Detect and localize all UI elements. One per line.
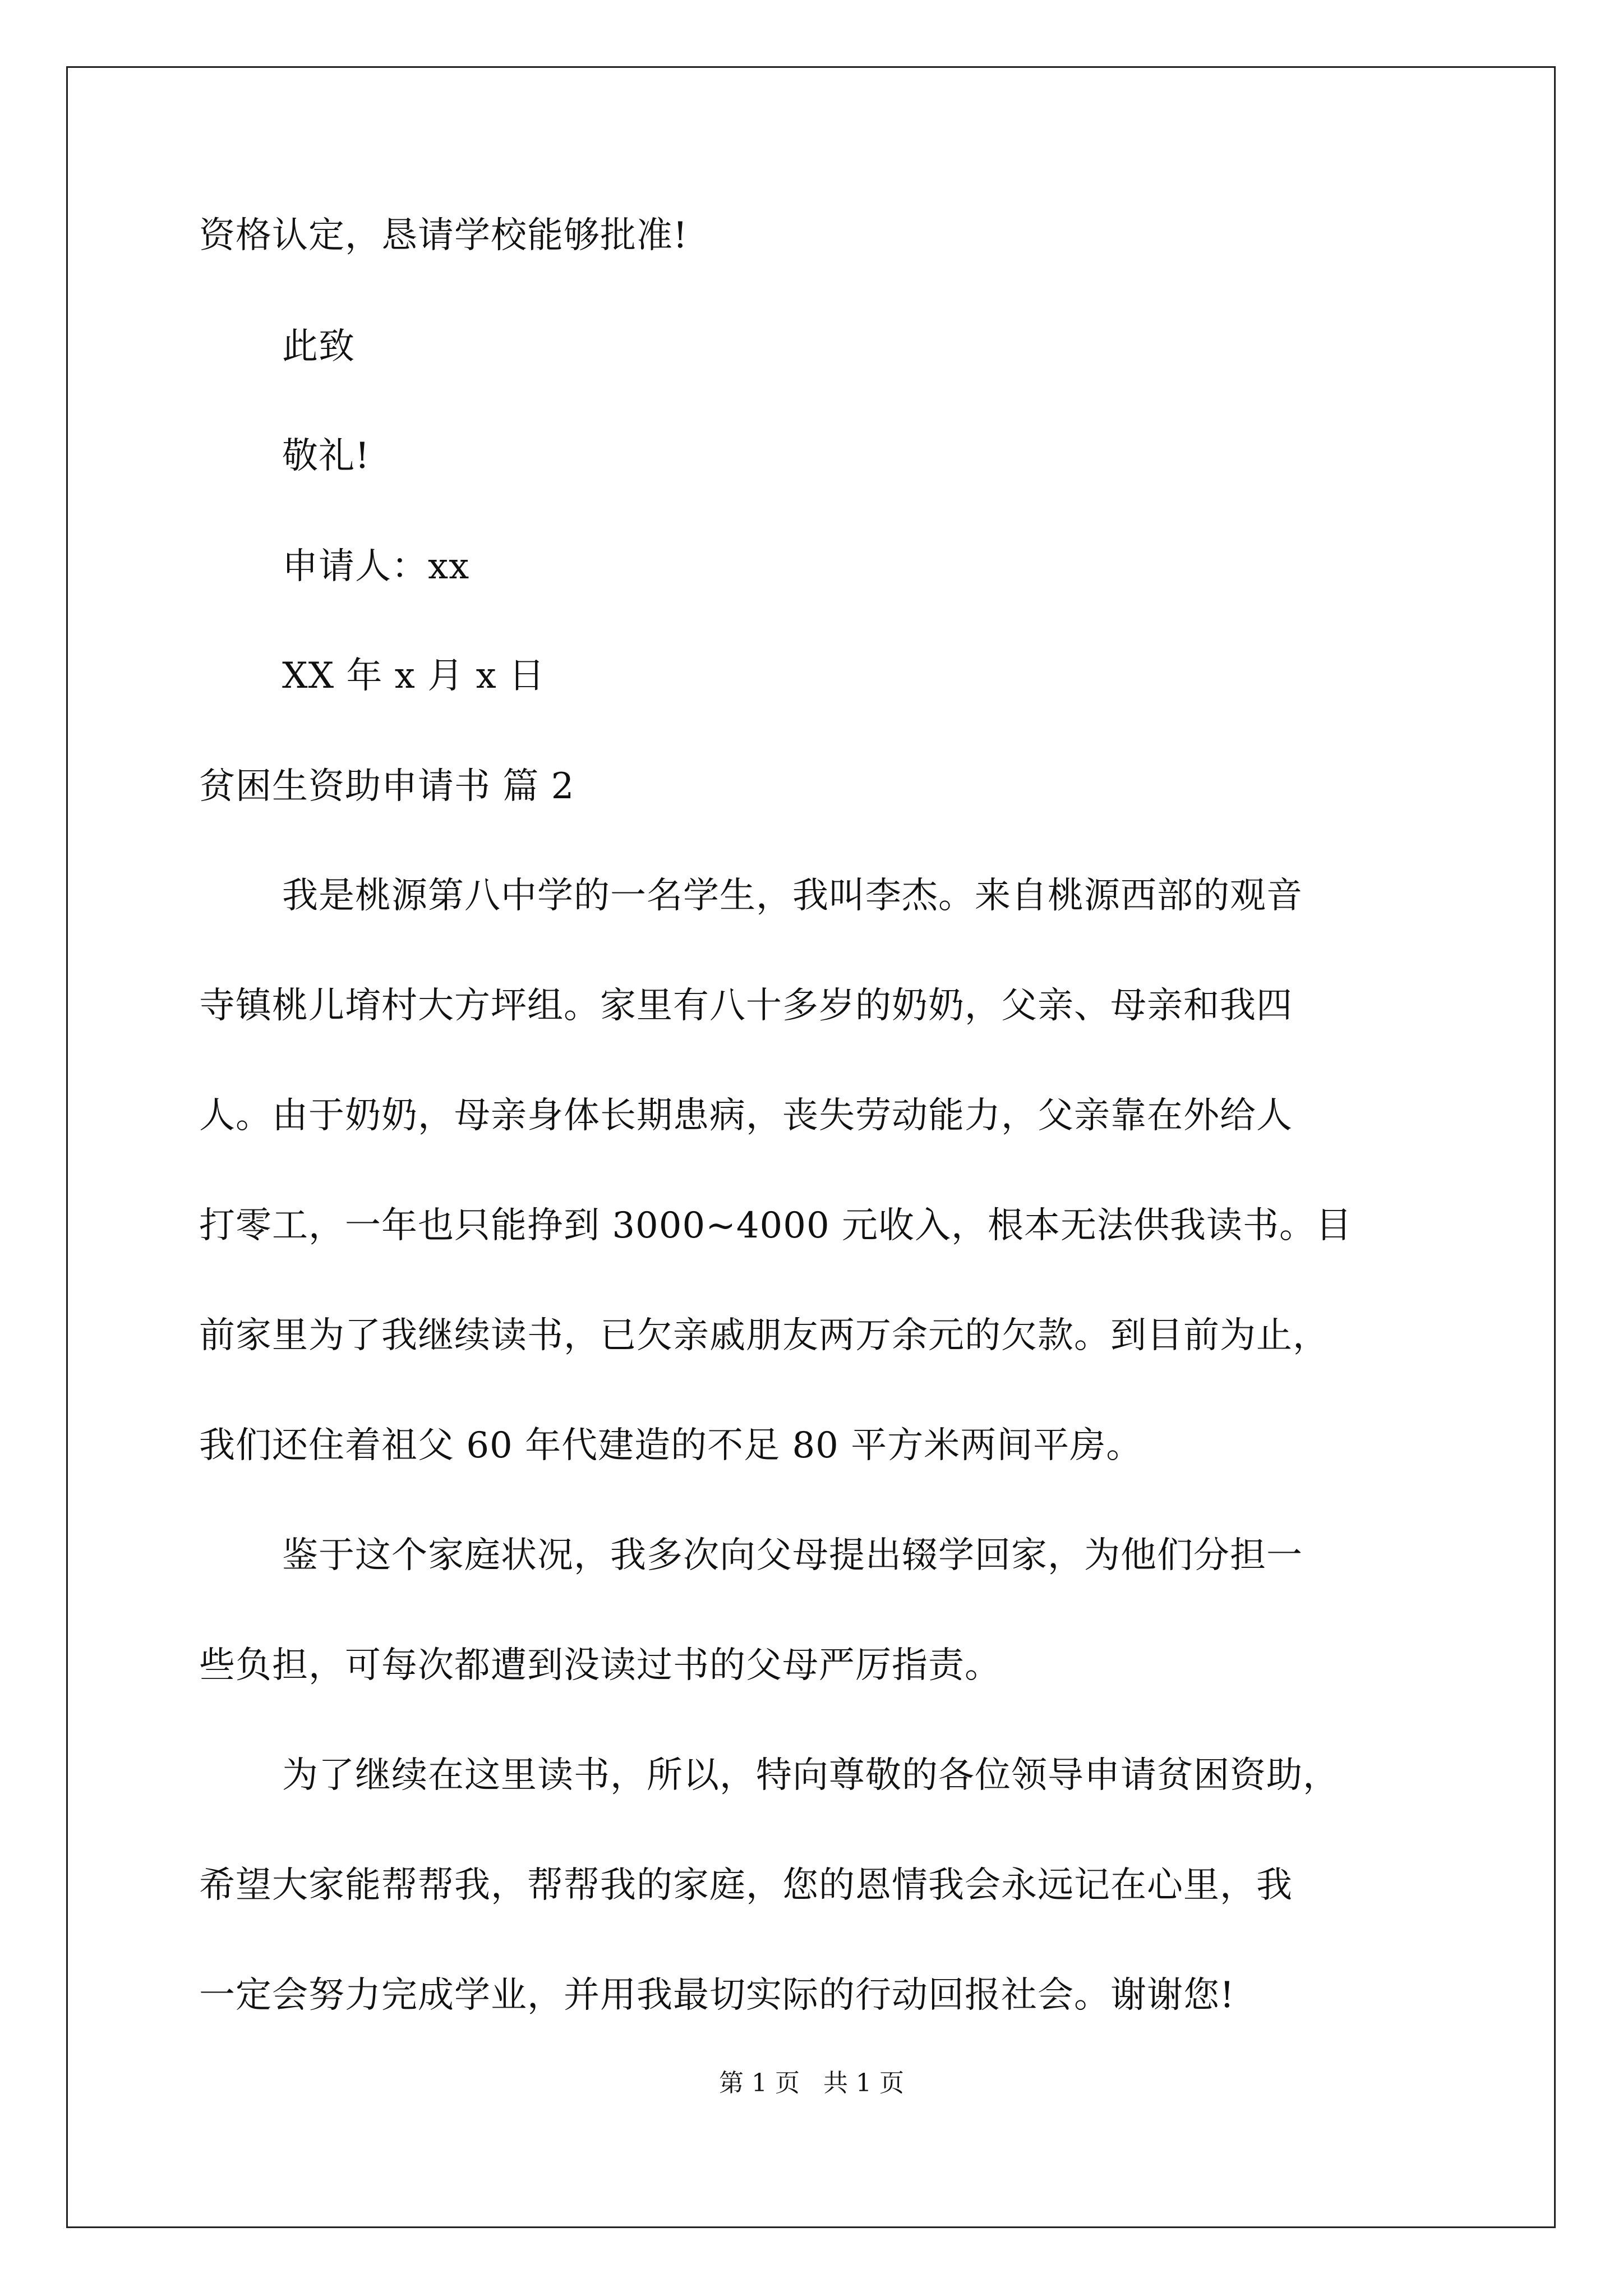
- body-paragraph-3-line-3: 一定会努力完成学业，并用我最切实际的行动回报社会。谢谢您!: [199, 1975, 1235, 2016]
- section-heading: 贫困生资助申请书 篇 2: [199, 766, 575, 807]
- closing-request-line: 资格认定，恳请学校能够批准!: [199, 215, 688, 256]
- body-paragraph-1-line-6: 我们还住着祖父 60 年代建造的不足 80 平方米两间平房。: [199, 1425, 1143, 1466]
- body-paragraph-1-line-5: 前家里为了我继续读书，已欠亲戚朋友两万余元的欠款。到目前为止，: [199, 1315, 1329, 1356]
- salutation-cizhi: 此致: [282, 326, 355, 367]
- page-number-footer: 第 1 页 共 1 页: [719, 2069, 904, 2097]
- application-date: XX 年 x 月 x 日: [282, 655, 546, 697]
- body-paragraph-3-line-2: 希望大家能帮帮我，帮帮我的家庭，您的恩情我会永远记在心里，我: [199, 1865, 1293, 1906]
- body-paragraph-1-line-2: 寺镇桃儿堉村大方坪组。家里有八十多岁的奶奶，父亲、母亲和我四: [199, 985, 1293, 1027]
- body-paragraph-1-line-4: 打零工，一年也只能挣到 3000~4000 元收入，根本无法供我读书。目: [199, 1205, 1353, 1246]
- salutation-jingli: 敬礼!: [282, 435, 370, 477]
- body-paragraph-3-line-1: 为了继续在这里读书，所以，特向尊敬的各位领导申请贫困资助，: [282, 1755, 1339, 1796]
- body-paragraph-2-line-1: 鉴于这个家庭状况，我多次向父母提出辍学回家，为他们分担一: [282, 1535, 1303, 1576]
- body-paragraph-1-line-1: 我是桃源第八中学的一名学生，我叫李杰。来自桃源西部的观音: [282, 875, 1303, 917]
- body-paragraph-2-line-2: 些负担，可每次都遭到没读过书的父母严厉指责。: [199, 1645, 1001, 1686]
- applicant-name: 申请人：xx: [282, 546, 470, 587]
- body-paragraph-1-line-3: 人。由于奶奶，母亲身体长期患病，丧失劳动能力，父亲靠在外给人: [199, 1095, 1293, 1137]
